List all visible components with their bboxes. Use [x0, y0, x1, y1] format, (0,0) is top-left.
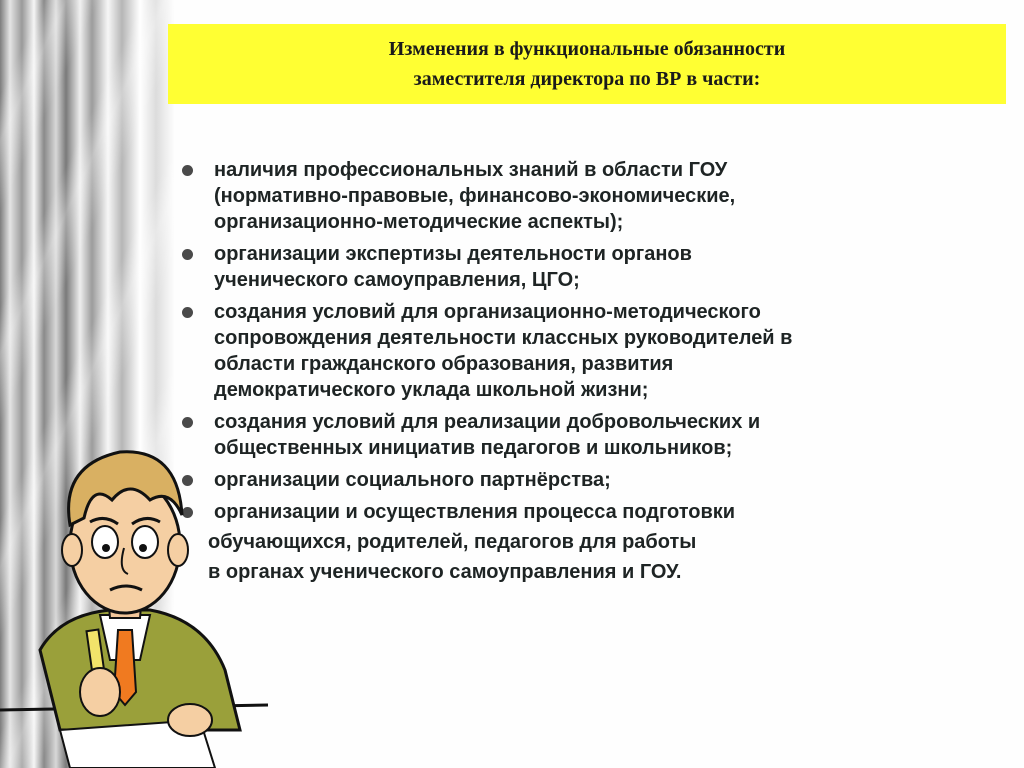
item-line: организации экспертизы деятельности органов — [214, 243, 692, 265]
item-line: области гражданского образования, развития — [214, 353, 674, 375]
item-line: создания условий для реализации добровольческих и — [214, 411, 761, 433]
list-item — [178, 157, 998, 235]
bullet-icon — [182, 165, 193, 176]
list-item — [178, 409, 998, 461]
bullet-icon — [182, 249, 193, 260]
title-line-1: Изменения в функциональные обязанности — [388, 38, 786, 60]
writing-man-cartoon-icon — [0, 430, 290, 768]
item-line: создания условий для организационно-методического — [214, 301, 761, 323]
item-line: сопровождения деятельности классных руководителей в — [214, 327, 793, 349]
item-line: организации и осуществления процесса подготовки — [214, 501, 736, 523]
item-line: (нормативно-правовые, финансово-экономические, — [214, 185, 736, 207]
list-item — [178, 299, 998, 403]
list-item — [178, 241, 998, 293]
bullet-icon — [182, 307, 193, 318]
item-line: организационно-методические аспекты); — [214, 211, 624, 233]
item-line: общественных инициатив педагогов и школьников; — [214, 437, 733, 459]
item-continuation-line: в органах ученического самоуправления и ГОУ. — [208, 561, 682, 583]
item-line: ученического самоуправления, ЦГО; — [214, 269, 580, 291]
item-line: наличия профессиональных знаний в области ГОУ — [214, 159, 728, 181]
bullet-icon — [182, 417, 193, 428]
item-line: организации социального партнёрства; — [214, 469, 611, 491]
list-item — [178, 499, 998, 585]
item-continuation-line: обучающихся, родителей, педагогов для работы — [208, 531, 697, 553]
title-line-2: заместителя директора по ВР в части: — [413, 68, 761, 90]
slide-title — [168, 24, 1006, 104]
bullet-list — [178, 157, 998, 591]
list-item — [178, 467, 998, 493]
item-line: демократического уклада школьной жизни; — [214, 379, 649, 401]
